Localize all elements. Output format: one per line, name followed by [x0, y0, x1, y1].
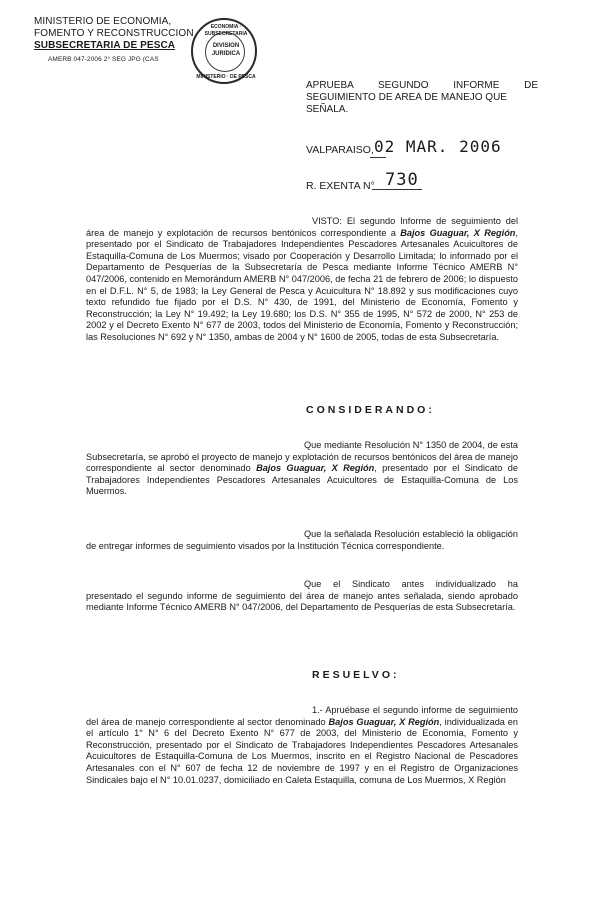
resuelvo-p1-sector: Bajos Guaguar, X Región — [328, 716, 440, 727]
ministry-line-2: FOMENTO Y RECONSTRUCCION — [34, 28, 194, 39]
considerando-heading: CONSIDERANDO: — [306, 404, 435, 416]
considerando-p3-text: presentado el segundo informe de seguimiento del área de manejo antes señalada, siendo aprobado mediante Informe Técnico AMERB N° 047/2006, del Departamento de Pesquerías de esta Subsecretaría. — [86, 590, 518, 613]
resolution-number: 730 — [385, 170, 419, 190]
considerando-p1-text-2: , presentado por el Sindicato de Trabajadores Independientes Pescadores Artesanales Acuicultores de Estaquilla-Comuna de Los Muermos. — [86, 463, 518, 497]
visto-text-2: , presentado por el Sindicato de Trabajadores Independientes Pescadores Artesanales Acuicultores de Estaquilla-Comuna de Los Muermos; visado por Cooperación y Desarrollo Limitada; lo informado por el Departamento de Pesquerías de la Subsecretaría de Pesca mediante Informe Técnico AMERB N° 047/2006, contenido en Memorándum AMERB N° 047/2006, de fecha 21 de febrero de 2006; lo dispuesto en el D.F.L. N° 5, de 1983; la Ley General de Pesca y Acuicultura N° 18.892 y sus modificaciones cuyo texto refundido fue fijado por el D.S. N° 430, de 1991, del Ministerio de Economía, Fomento y Reconstrucción; la Ley N° 19.492; la Ley 19.680; los D.S. N° 355 de 1995, N° 572 de 2000, N° 253 de 2002 y el Decreto Exento N° 677 de 2003, todos del Ministerio de Economía, Fomento y Reconstrucción; las Resoluciones N° 692 y N° 1350, ambas de 2004 y N° 1600 de 2005, todas de esta Subsecretaría. — [86, 227, 518, 342]
date-stamp: 02 MAR. 2006 — [374, 137, 502, 156]
resolution-number-underline — [372, 189, 422, 190]
resuelvo-p1-text-1: seguimiento del área de manejo correspondiente al sector denominado — [86, 705, 518, 727]
considerando-paragraph-3 — [86, 579, 518, 614]
ministry-line: MINISTERIO DE ECONOMIA, — [34, 16, 172, 27]
considerando-p2-lead: Que la señalada Resolución estableció la — [304, 529, 474, 539]
considerando-p1-text-1: esta Subsecretaría, se aprobó el proyecto de manejo y explotación de recursos bentónicos del área de manejo correspondiente al sector denominado — [86, 440, 518, 474]
title-line-2: SEGUIMIENTO DE AREA DE MANEJO QUE — [306, 92, 507, 103]
visto-text-1: área de manejo y explotación de recursos bentónicos correspondiente a — [86, 227, 396, 238]
resolution-label: R. EXENTA N° — [306, 180, 375, 192]
considerando-p3-lead: Que el Sindicato antes individualizado ha — [304, 579, 518, 589]
seal-top-text: ECONOMIA · SUBSECRETARIA — [204, 24, 248, 37]
considerando-p2-text: obligación de entregar informes de seguimiento visados por la Institución Técnica correspondiente. — [86, 529, 518, 551]
considerando-paragraph-2 — [86, 529, 518, 552]
document-reference: AMERB 047-2006 2° SEG JPG (CAS — [48, 56, 159, 63]
seal-center-line-2: JURIDICA — [211, 51, 241, 57]
place-city: VALPARAISO, — [306, 144, 374, 156]
resuelvo-p1-text-2: , individualizada en el artículo 1° N° 6 del Decreto Exento N° 677 de 2003, del Ministerio de Economía, Fomento y Reconstrucción, presentado por el Sindicato de Trabajadores Independientes Pescadores Artesanales Acuicultores de Estaquilla-Comuna de Los Muermos, inscrito en el Registro Nacional de Pescadores Artesanales con el N° 607 de fecha 12 de noviembre de 1997 y en el Registro de Organizaciones Sindicales bajo el N° 10.01.0237, domiciliado en Caleta Estaquilla, comuna de Los Muermos, X Región — [86, 716, 518, 785]
considerando-p1-lead: Que mediante Resolución N° 1350 de 2004, de — [304, 440, 498, 450]
division-juridica-seal — [191, 18, 257, 84]
handwritten-mark — [370, 157, 386, 158]
seal-center-line-1: DIVISION — [212, 43, 240, 49]
title-line-1: APRUEBA SEGUNDO INFORME DE — [306, 80, 538, 91]
resuelvo-p1-lead: 1.- Apruébase el segundo informe de — [312, 705, 466, 715]
resuelvo-paragraph-1 — [86, 705, 518, 786]
visto-paragraph — [86, 216, 518, 344]
subsecretaria-line: SUBSECRETARIA DE PESCA — [34, 40, 176, 51]
title-line-3: SEÑALA. — [306, 104, 349, 115]
considerando-paragraph-1 — [86, 440, 518, 498]
seal-bottom-text: MINISTERIO · DE PESCA — [196, 74, 256, 80]
visto-sector: Bajos Guaguar, X Región — [400, 227, 516, 238]
visto-lead: VISTO: El segundo Informe de seguimiento del — [312, 216, 518, 226]
considerando-p1-sector: Bajos Guaguar, X Región — [256, 463, 375, 474]
resuelvo-heading: RESUELVO: — [312, 669, 400, 681]
